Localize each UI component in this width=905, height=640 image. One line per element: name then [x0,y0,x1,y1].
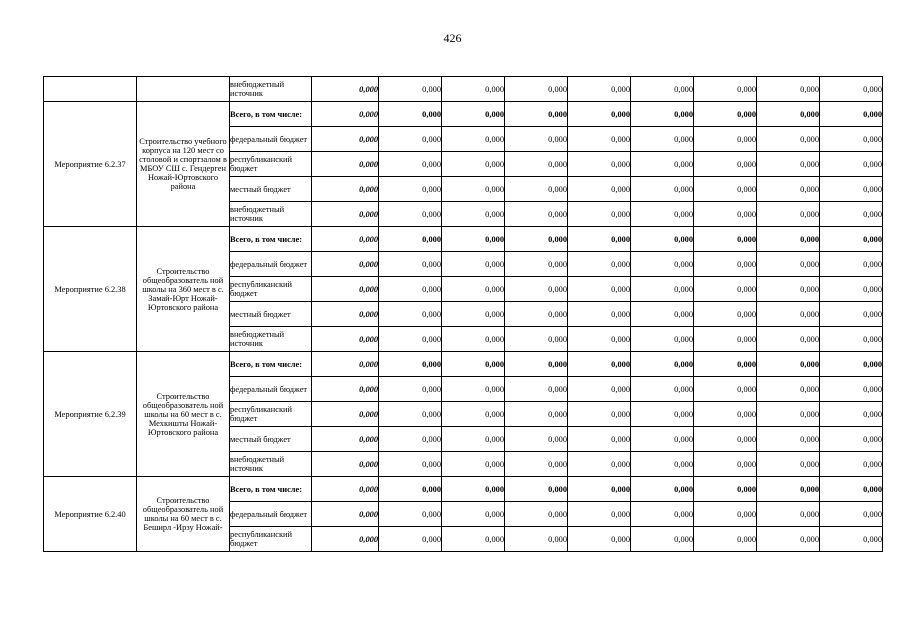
amount-cell: 0,000 [631,477,694,502]
amount-cell: 0,000 [312,527,379,552]
amount-cell: 0,000 [568,502,631,527]
amount-cell: 0,000 [312,402,379,427]
funding-source-cell: республиканский бюджет [230,152,312,177]
amount-cell: 0,000 [757,352,820,377]
amount-cell: 0,000 [442,102,505,127]
funding-source-cell: федеральный бюджет [230,377,312,402]
amount-cell: 0,000 [379,227,442,252]
amount-cell: 0,000 [757,402,820,427]
amount-cell: 0,000 [312,252,379,277]
amount-cell: 0,000 [694,302,757,327]
amount-cell: 0,000 [442,252,505,277]
amount-cell: 0,000 [757,427,820,452]
amount-cell: 0,000 [379,77,442,102]
amount-cell: 0,000 [820,102,883,127]
object-name-cell: Строительство общеобразователь ной школы на 60 мест в с. Мехкишты Ножай-Юртовского района [137,352,230,477]
amount-cell: 0,000 [820,152,883,177]
amount-cell: 0,000 [568,277,631,302]
amount-cell: 0,000 [568,102,631,127]
amount-cell: 0,000 [757,202,820,227]
amount-cell: 0,000 [442,502,505,527]
amount-cell: 0,000 [505,402,568,427]
event-cell: Мероприятие 6.2.38 [44,227,137,352]
amount-cell: 0,000 [442,427,505,452]
funding-source-cell: местный бюджет [230,302,312,327]
amount-cell: 0,000 [694,352,757,377]
object-name-cell: Строительство общеобразователь ной школы на 60 мест в с. Беширл -Ирзу Ножай- [137,477,230,552]
amount-cell: 0,000 [379,477,442,502]
amount-cell: 0,000 [505,427,568,452]
amount-cell: 0,000 [442,302,505,327]
amount-cell: 0,000 [631,277,694,302]
amount-cell: 0,000 [379,452,442,477]
amount-cell: 0,000 [312,352,379,377]
table-row [44,227,883,252]
amount-cell: 0,000 [379,302,442,327]
amount-cell: 0,000 [442,127,505,152]
amount-cell: 0,000 [312,102,379,127]
amount-cell: 0,000 [820,427,883,452]
budget-table [43,76,883,552]
amount-cell: 0,000 [757,502,820,527]
amount-cell: 0,000 [379,427,442,452]
object-name-cell [137,77,230,102]
amount-cell: 0,000 [312,302,379,327]
amount-cell: 0,000 [505,227,568,252]
amount-cell: 0,000 [505,302,568,327]
amount-cell: 0,000 [442,77,505,102]
amount-cell: 0,000 [694,227,757,252]
page-number: 426 [443,31,462,45]
amount-cell: 0,000 [820,252,883,277]
amount-cell: 0,000 [820,277,883,302]
amount-cell: 0,000 [631,452,694,477]
amount-cell: 0,000 [694,377,757,402]
amount-cell: 0,000 [631,202,694,227]
amount-cell: 0,000 [820,177,883,202]
amount-cell: 0,000 [757,252,820,277]
amount-cell: 0,000 [631,152,694,177]
amount-cell: 0,000 [631,427,694,452]
amount-cell: 0,000 [757,227,820,252]
amount-cell: 0,000 [820,327,883,352]
amount-cell: 0,000 [694,452,757,477]
amount-cell: 0,000 [694,202,757,227]
amount-cell: 0,000 [757,102,820,127]
amount-cell: 0,000 [631,352,694,377]
table-row [44,352,883,377]
amount-cell: 0,000 [442,377,505,402]
amount-cell: 0,000 [631,127,694,152]
amount-cell: 0,000 [694,252,757,277]
amount-cell: 0,000 [694,427,757,452]
amount-cell: 0,000 [379,377,442,402]
funding-source-cell: внебюджетный источник [230,327,312,352]
funding-source-cell: республиканский бюджет [230,277,312,302]
amount-cell: 0,000 [757,77,820,102]
amount-cell: 0,000 [694,152,757,177]
amount-cell: 0,000 [505,327,568,352]
amount-cell: 0,000 [568,252,631,277]
event-cell [44,77,137,102]
amount-cell: 0,000 [757,327,820,352]
amount-cell: 0,000 [379,152,442,177]
amount-cell: 0,000 [820,402,883,427]
amount-cell: 0,000 [442,152,505,177]
amount-cell: 0,000 [820,302,883,327]
amount-cell: 0,000 [631,327,694,352]
amount-cell: 0,000 [505,102,568,127]
amount-cell: 0,000 [442,227,505,252]
amount-cell: 0,000 [505,277,568,302]
table-row [44,477,883,502]
funding-source-cell: федеральный бюджет [230,127,312,152]
amount-cell: 0,000 [820,502,883,527]
funding-source-cell: местный бюджет [230,177,312,202]
event-cell: Мероприятие 6.2.37 [44,102,137,227]
amount-cell: 0,000 [505,177,568,202]
amount-cell: 0,000 [505,352,568,377]
amount-cell: 0,000 [312,202,379,227]
amount-cell: 0,000 [312,152,379,177]
amount-cell: 0,000 [694,77,757,102]
amount-cell: 0,000 [568,327,631,352]
amount-cell: 0,000 [442,202,505,227]
amount-cell: 0,000 [312,377,379,402]
amount-cell: 0,000 [694,127,757,152]
amount-cell: 0,000 [312,127,379,152]
amount-cell: 0,000 [442,352,505,377]
amount-cell: 0,000 [820,452,883,477]
funding-source-cell: местный бюджет [230,427,312,452]
event-cell: Мероприятие 6.2.40 [44,477,137,552]
amount-cell: 0,000 [694,177,757,202]
amount-cell: 0,000 [505,252,568,277]
amount-cell: 0,000 [757,377,820,402]
amount-cell: 0,000 [820,377,883,402]
amount-cell: 0,000 [757,477,820,502]
amount-cell: 0,000 [442,477,505,502]
amount-cell: 0,000 [505,77,568,102]
amount-cell: 0,000 [312,177,379,202]
amount-cell: 0,000 [442,452,505,477]
amount-cell: 0,000 [820,227,883,252]
amount-cell: 0,000 [757,277,820,302]
amount-cell: 0,000 [631,527,694,552]
amount-cell: 0,000 [694,477,757,502]
table-row [44,77,883,102]
amount-cell: 0,000 [568,352,631,377]
amount-cell: 0,000 [379,202,442,227]
funding-source-cell: внебюджетный источник [230,452,312,477]
funding-source-cell: Всего, в том числе: [230,102,312,127]
funding-source-cell: Всего, в том числе: [230,352,312,377]
amount-cell: 0,000 [820,352,883,377]
object-name-cell: Строительство учебного корпуса на 120 мест со столовой и спортзалом в МБОУ СШ с. Гендерген Ножай-Юртовского района [137,102,230,227]
amount-cell: 0,000 [631,377,694,402]
funding-source-cell: Всего, в том числе: [230,477,312,502]
amount-cell: 0,000 [568,302,631,327]
amount-cell: 0,000 [379,327,442,352]
amount-cell: 0,000 [568,177,631,202]
amount-cell: 0,000 [757,527,820,552]
funding-source-cell: Всего, в том числе: [230,227,312,252]
amount-cell: 0,000 [631,102,694,127]
amount-cell: 0,000 [568,77,631,102]
funding-source-cell: федеральный бюджет [230,252,312,277]
amount-cell: 0,000 [631,252,694,277]
amount-cell: 0,000 [312,77,379,102]
funding-source-cell: республиканский бюджет [230,402,312,427]
amount-cell: 0,000 [694,402,757,427]
amount-cell: 0,000 [442,327,505,352]
amount-cell: 0,000 [568,202,631,227]
amount-cell: 0,000 [312,452,379,477]
amount-cell: 0,000 [694,527,757,552]
amount-cell: 0,000 [820,477,883,502]
amount-cell: 0,000 [568,452,631,477]
amount-cell: 0,000 [631,177,694,202]
amount-cell: 0,000 [757,302,820,327]
amount-cell: 0,000 [568,227,631,252]
amount-cell: 0,000 [379,527,442,552]
amount-cell: 0,000 [379,402,442,427]
amount-cell: 0,000 [312,502,379,527]
amount-cell: 0,000 [379,277,442,302]
amount-cell: 0,000 [568,527,631,552]
amount-cell: 0,000 [505,452,568,477]
amount-cell: 0,000 [379,502,442,527]
amount-cell: 0,000 [757,152,820,177]
object-name-cell: Строительство общеобразователь ной школы на 360 мест в с. Замай-Юрт Ножай-Юртовского района [137,227,230,352]
amount-cell: 0,000 [694,277,757,302]
amount-cell: 0,000 [820,77,883,102]
event-cell: Мероприятие 6.2.39 [44,352,137,477]
amount-cell: 0,000 [312,427,379,452]
funding-source-cell: внебюджетный источник [230,202,312,227]
amount-cell: 0,000 [442,277,505,302]
amount-cell: 0,000 [505,127,568,152]
amount-cell: 0,000 [442,177,505,202]
amount-cell: 0,000 [505,527,568,552]
amount-cell: 0,000 [631,77,694,102]
amount-cell: 0,000 [757,452,820,477]
amount-cell: 0,000 [568,152,631,177]
amount-cell: 0,000 [312,277,379,302]
amount-cell: 0,000 [568,377,631,402]
amount-cell: 0,000 [694,327,757,352]
amount-cell: 0,000 [820,202,883,227]
amount-cell: 0,000 [694,102,757,127]
amount-cell: 0,000 [312,227,379,252]
amount-cell: 0,000 [631,227,694,252]
amount-cell: 0,000 [568,402,631,427]
amount-cell: 0,000 [568,127,631,152]
amount-cell: 0,000 [442,527,505,552]
amount-cell: 0,000 [379,127,442,152]
funding-source-cell: республиканский бюджет [230,527,312,552]
amount-cell: 0,000 [505,202,568,227]
amount-cell: 0,000 [757,177,820,202]
funding-source-cell: федеральный бюджет [230,502,312,527]
amount-cell: 0,000 [631,402,694,427]
amount-cell: 0,000 [312,477,379,502]
amount-cell: 0,000 [505,477,568,502]
table-row [44,102,883,127]
amount-cell: 0,000 [379,352,442,377]
amount-cell: 0,000 [505,377,568,402]
amount-cell: 0,000 [379,252,442,277]
amount-cell: 0,000 [631,302,694,327]
amount-cell: 0,000 [820,527,883,552]
funding-source-cell: внебюджетный источник [230,77,312,102]
amount-cell: 0,000 [694,502,757,527]
amount-cell: 0,000 [820,127,883,152]
amount-cell: 0,000 [505,152,568,177]
amount-cell: 0,000 [312,327,379,352]
amount-cell: 0,000 [568,427,631,452]
amount-cell: 0,000 [631,502,694,527]
amount-cell: 0,000 [505,502,568,527]
amount-cell: 0,000 [379,102,442,127]
amount-cell: 0,000 [379,177,442,202]
amount-cell: 0,000 [757,127,820,152]
amount-cell: 0,000 [442,402,505,427]
amount-cell: 0,000 [568,477,631,502]
